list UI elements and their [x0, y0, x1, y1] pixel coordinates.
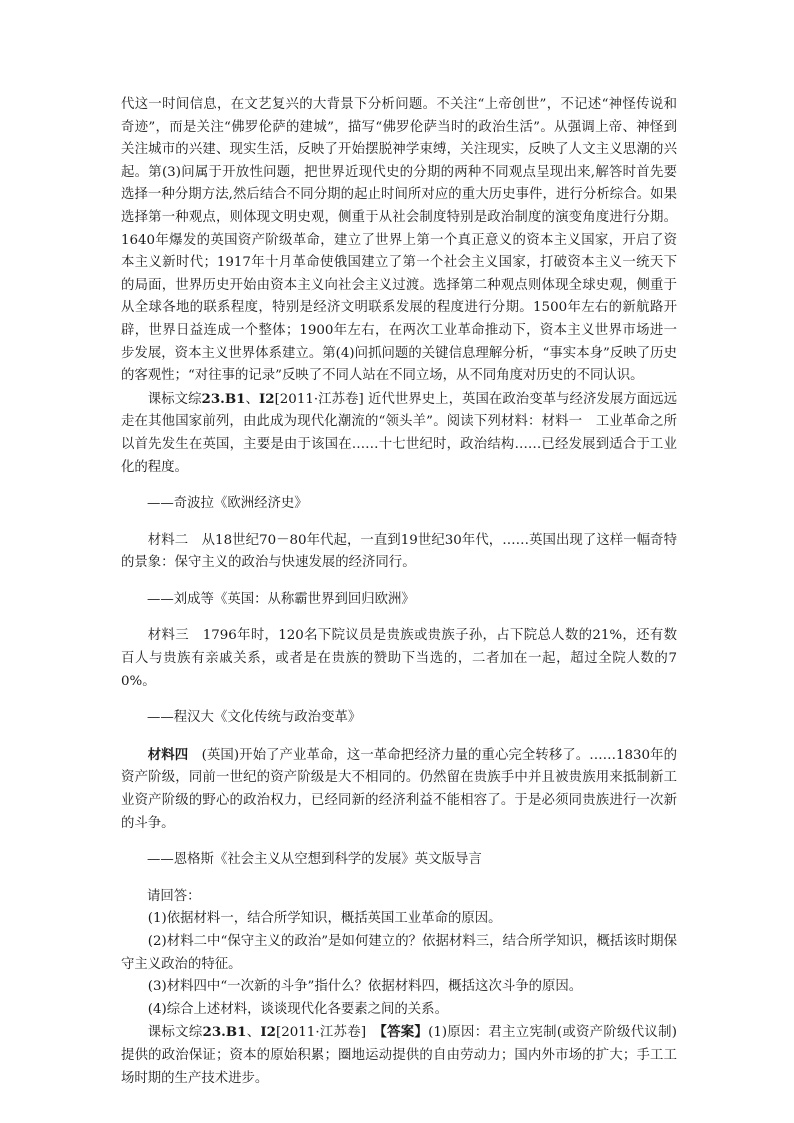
answer-header-code: 23.B1: [202, 1024, 247, 1041]
source-citation-2: ——刘成等《英国：从称霸世界到回归欧洲》: [147, 591, 415, 607]
source-citation-3: ——程汉大《文化传统与政治变革》: [147, 710, 362, 726]
material-4-text: (英国)开始了产业革命，这一革命把经济力量的重心完全转移了。……1830年的资产阶级，同前一世纪的资产阶级是大不相同的。仍然留在贵族手中并且被贵族用来抵制新工业资产阶级的野心的政治权力，已经同新的经济利益不能相容了。于是必须同贵族进行一次新的斗争。: [121, 747, 677, 831]
source-citation-1: ——奇波拉《欧洲经济史》: [147, 496, 308, 512]
source-citation-4: ——恩格斯《社会主义从空想到科学的发展》英文版导言: [147, 852, 482, 868]
answer-header-source: [2011·江苏卷]: [276, 1025, 367, 1041]
answer-header-code2: I2: [260, 1024, 277, 1041]
answer-label: 【答案】: [380, 1024, 429, 1041]
question-header-code: 23.B1: [201, 390, 246, 407]
answer-paragraph: [121, 1021, 677, 1090]
material-2: 材料二 从18世纪70－80年代起，一直到19世纪30年代，……英国出现了这样一幅奇特的景象：保守主义的政治与快速发展的经济同行。: [121, 532, 677, 571]
question-intro-text: 近代世界史上，英国在政治变革与经济发展方面远远走在其他国家前列，由此成为现代化潮流的“领头羊”。阅读下列材料：材料一 工业革命之所以首先发生在英国，主要是由于该国在……十七世纪时，政治结构……已经发展到适合于工业化的程度。: [121, 391, 677, 475]
analysis-paragraph: 代这一时间信息，在文艺复兴的大背景下分析问题。不关注“上帝创世”，不记述“神怪传说和奇迹”，而是关注“佛罗伦萨的建城”，描写“佛罗伦萨当时的政治生活”。从强调上帝、神怪到关注城市的兴建、现实生活，反映了开始摆脱神学束缚，关注现实，反映了人文主义思潮的兴起。第(3)问属于开放性问题，把世界近现代史的分期的两种不同观点呈现出来,解答时首先要选择一种分期方法,然后结合不同分期的起止时间所对应的重大历史事件，进行分析综合。如果选择第一种观点，则体现文明史观，侧重于从社会制度特别是政治制度的演变角度进行分期。1640年爆发的英国资产阶级革命，建立了世界上第一个真正意义的资本主义国家，开启了资本主义新时代；1917年十月革命使俄国建立了第一个社会主义国家，打破资本主义一统天下的局面，世界历史开始由资本主义向社会主义过渡。选择第二种观点则体现全球史观，侧重于从全球各地的联系程度，特别是经济文明联系发展的程度进行分期。1500年左右的新航路开辟，世界日益连成一个整体；1900年左右，在两次工业革命推动下，资本主义世界市场进一步发展，资本主义世界体系建立。第(4)问抓问题的关键信息理解分析，“事实本身”反映了历史的客观性；“对往事的记录”反映了不同人站在不同立场，从不同角度对历史的不同认识。: [121, 97, 677, 384]
question-3: (3)材料四中“一次新的斗争”指什么？依据材料四，概括这次斗争的原因。: [147, 979, 583, 995]
question-1: (1)依据材料一，结合所学知识，概括英国工业革命的原因。: [147, 911, 502, 927]
question-2: (2)材料二中“保守主义的政治”是如何建立的？依据材料三，结合所学知识，概括该时期保守主义政治的特征。: [121, 934, 677, 972]
material-4: [121, 744, 677, 835]
question-4: (4)综合上述材料，谈谈现代化各要素之间的关系。: [147, 1001, 448, 1017]
question-intro: [121, 388, 677, 479]
material-4-label: 材料四: [147, 746, 189, 763]
question-header-code2: I2: [258, 390, 275, 407]
question-header-source: [2011·江苏卷]: [274, 391, 364, 407]
material-3: 材料三 1796年时，120名下院议员是贵族或贵族子孙，占下院总人数的21%，还有数百人与贵族有亲戚关系，或者是在贵族的赞助下当选的，二者加在一起，超过全院人数的70%。: [121, 628, 677, 689]
answer-header-prefix: 课标文综: [147, 1025, 203, 1041]
question-header-prefix: 课标文综: [147, 391, 202, 407]
answer-text: (1)原因：君主立宪制(或资产阶级代议制)提供的政治保证；资本的原始积累；圈地运动提供的自由劳动力；国内外市场的扩大；手工工场时期的生产技术进步。: [121, 1025, 677, 1086]
question-header-sep: 、: [245, 391, 259, 407]
answer-header-sep: 、: [246, 1025, 261, 1041]
document-content: [121, 94, 677, 1090]
ask-label: 请回答：: [147, 888, 201, 904]
